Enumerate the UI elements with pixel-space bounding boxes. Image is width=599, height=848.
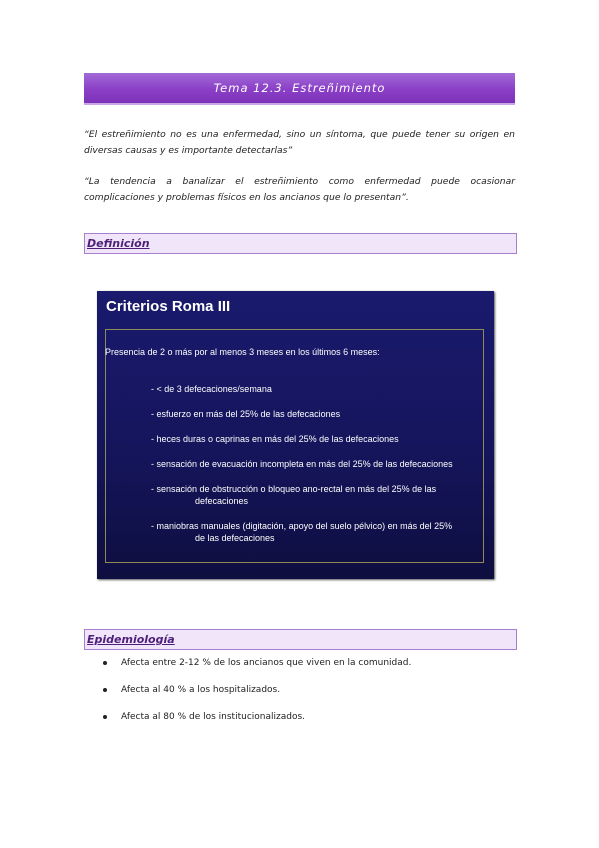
list-item: Afecta al 40 % a los hospitalizados. [102,683,411,710]
quote-2: “La tendencia a banalizar el estreñimiento como enfermedad puede ocasionar complicaciones y problemas físicos en los ancianos que lo presentan”. [84,176,515,203]
slide-title: Criterios Roma III [106,298,231,315]
section-heading-epidemiologia [84,629,517,650]
page-title-text: Tema 12.3. Estreñimiento [213,81,386,95]
quote-1: “El estreñimiento no es una enfermedad, sino un síntoma, que puede tener su origen en diversas causas y es importante detectarlas” [84,129,515,156]
criterion-item: - maniobras manuales (digitación, apoyo del suelo pélvico) en más del 25% de las defecaciones [151,521,453,543]
bullet-icon [103,661,107,665]
page-title [84,73,515,105]
criterion-item: - esfuerzo en más del 25% de las defecaciones [151,409,341,419]
criterion-item: - sensación de obstrucción o bloqueo ano-rectal en más del 25% de las defecaciones [151,484,437,506]
bullet-icon [103,688,107,692]
criterion-item: - < de 3 defecaciones/semana [151,384,272,394]
list-item: Afecta al 80 % de los institucionalizados. [102,710,411,737]
section-heading-definicion-text: Definición [87,237,150,250]
section-heading-epidemiologia-text: Epidemiología [87,633,175,646]
criteria-slide-image [97,291,494,579]
slide-intro: Presencia de 2 o más por al menos 3 meses en los últimos 6 meses: [105,347,380,357]
section-heading-definicion [84,233,517,254]
criterion-item: - heces duras o caprinas en más del 25% de las defecaciones [151,434,399,444]
list-item: Afecta entre 2-12 % de los ancianos que viven en la comunidad. [102,656,411,683]
criterion-item: - sensación de evacuación incompleta en más del 25% de las defecaciones [151,459,453,469]
epidemiology-list [102,656,411,737]
bullet-icon [103,715,107,719]
